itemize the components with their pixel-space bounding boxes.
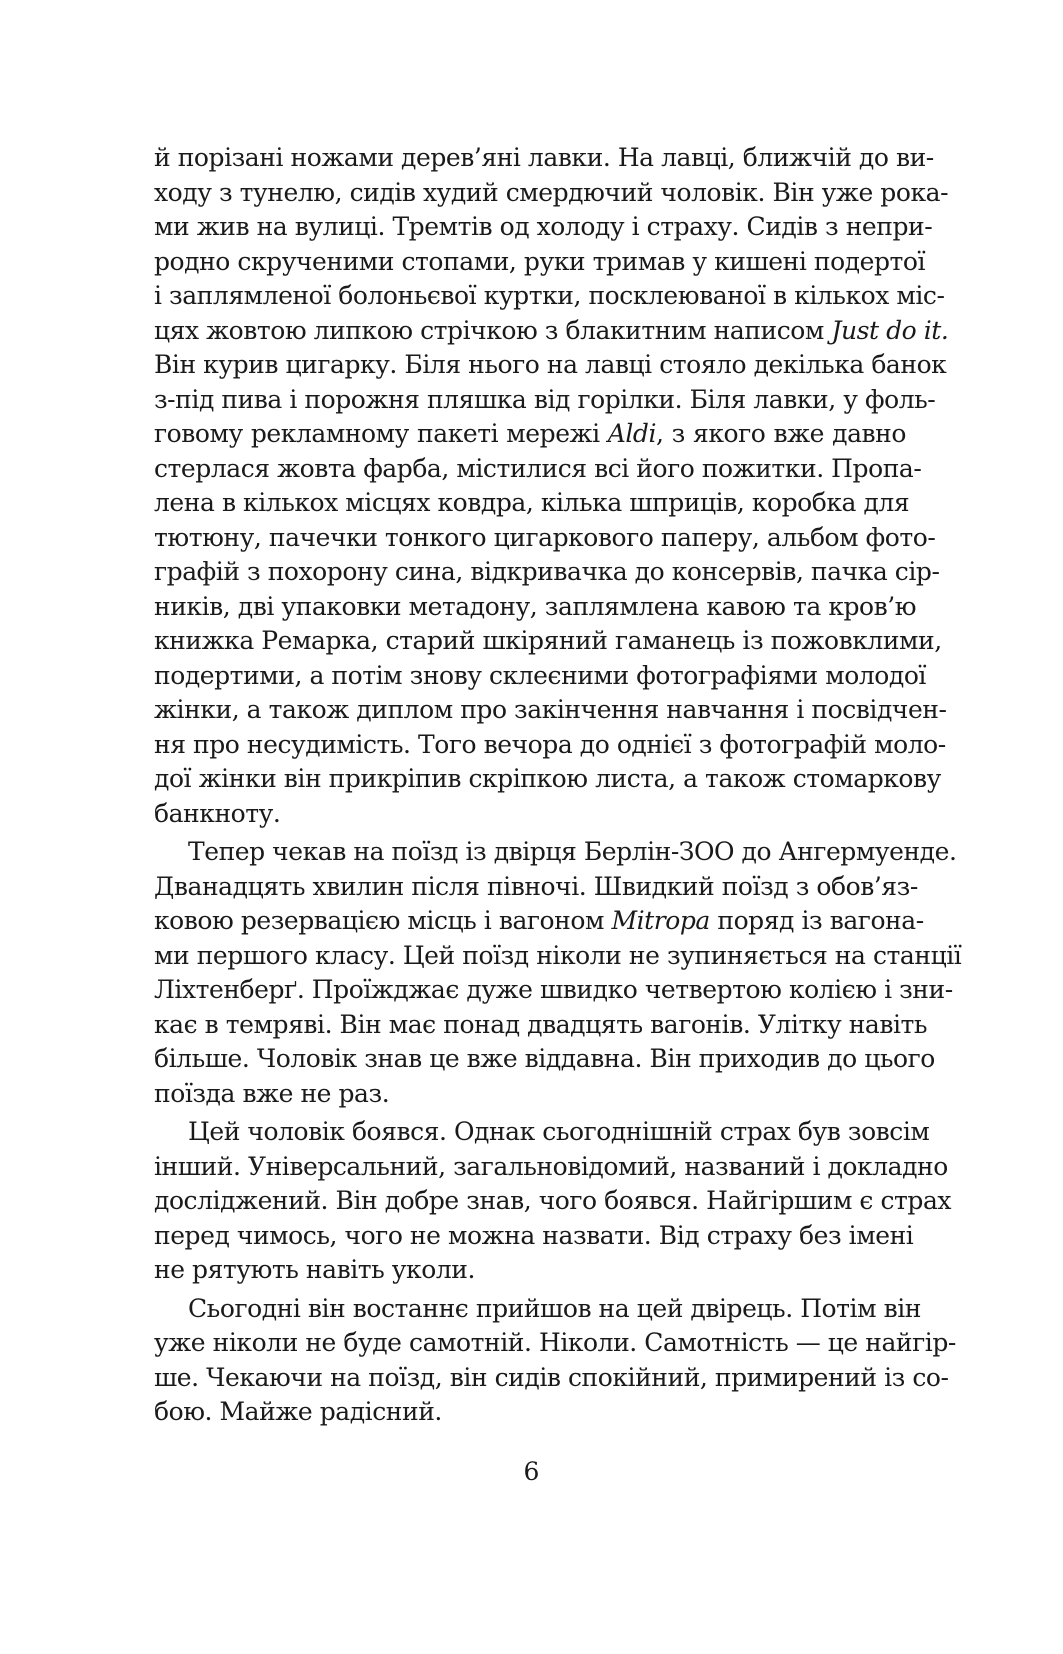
- text-line: цях жовтою липкою стрічкою з блакитним написом Just do it.: [154, 315, 949, 345]
- text-line: поїзда вже не раз.: [154, 1078, 390, 1108]
- text-line: ходу з тунелю, сидів худий смердючий чоловік. Він уже рока-: [154, 177, 949, 207]
- page-number: 6: [523, 1457, 540, 1486]
- text-line: подертими, а потім знову склеєними фотографіями молодої: [154, 660, 926, 690]
- text-line: говому рекламному пакеті мережі Aldi, з якого вже давно: [154, 419, 906, 448]
- paragraph-2: [154, 835, 962, 1111]
- body-text: [154, 141, 962, 1430]
- text-line: лена в кількох місцях ковдра, кілька шприців, коробка для: [154, 488, 910, 517]
- text-line: досліджений. Він добре знав, чого боявся. Найгіршим є страх: [154, 1186, 952, 1215]
- text-line: Він курив цигарку. Біля нього на лавці стояло декілька банок: [154, 350, 947, 379]
- text-line: дої жінки він прикріпив скріпкою листа, а також стомаркову: [154, 764, 941, 793]
- text-line: і заплямленої болоньєвої куртки, посклеюваної в кількох міс-: [154, 281, 945, 310]
- text-line: й порізані ножами дерев’яні лавки. На лавці, ближчій до ви-: [154, 143, 934, 172]
- text-line: банкноту.: [154, 798, 281, 828]
- text-line: більше. Чоловік знав це вже віддавна. Він приходив до цього: [154, 1044, 935, 1073]
- text-line: тютюну, пачечки тонкого цигаркового паперу, альбом фото-: [154, 522, 936, 552]
- text-line: інший. Універсальний, загальновідомий, названий і докладно: [154, 1151, 948, 1181]
- text-line: книжка Ремарка, старий шкіряний гаманець із пожовклими,: [154, 626, 942, 655]
- text-line: ковою резервацією місць і вагоном Mitropa поряд із вагона-: [154, 906, 924, 935]
- text-line: жінки, а також диплом про закінчення навчання і посвідчен-: [154, 695, 947, 724]
- text-line: ників, дві упаковки метадону, заплямлена кавою та кров’ю: [154, 591, 917, 621]
- text-line: Сьогодні він востаннє прийшов на цей двірець. Потім він: [188, 1293, 921, 1323]
- text-line: ми жив на вулиці. Тремтів од холоду і страху. Сидів з непри-: [154, 212, 933, 241]
- text-line: кає в темряві. Він має понад двадцять вагонів. Улітку навіть: [154, 1009, 928, 1039]
- text-line: Дванадцять хвилин після півночі. Швидкий поїзд з обов’яз-: [154, 871, 918, 901]
- paragraph-4: [154, 1292, 956, 1430]
- text-line: з-під пива і порожня пляшка від горілки. Біля лавки, у фоль-: [154, 384, 936, 414]
- text-line: не рятують навіть уколи.: [154, 1255, 475, 1284]
- text-line: Тепер чекав на поїзд із двірця Берлін-ЗОО до Ангермуенде.: [188, 837, 957, 866]
- text-line: графій з похорону сина, відкривачка до консервів, пачка сір-: [154, 557, 940, 586]
- paragraph-1: [154, 141, 949, 831]
- text-line: ше. Чекаючи на поїзд, він сидів спокійний, примирений із со-: [154, 1362, 949, 1392]
- text-line: бою. Майже радісний.: [154, 1397, 442, 1426]
- text-line: уже ніколи не буде самотній. Ніколи. Самотність — це найгір-: [154, 1328, 956, 1357]
- text-line: Цей чоловік боявся. Однак сьогоднішній страх був зовсім: [188, 1117, 930, 1146]
- text-line: перед чимось, чого не можна назвати. Від страху без імені: [154, 1220, 914, 1250]
- text-line: стерлася жовта фарба, містилися всі його пожитки. Пропа-: [154, 453, 922, 483]
- text-line: ня про несудимість. Того вечора до однієї з фотографій моло-: [154, 729, 946, 759]
- paragraph-3: [154, 1115, 952, 1288]
- text-line: Ліхтенберґ. Проїжджає дуже швидко четвертою колією і зни-: [154, 975, 953, 1004]
- text-line: ми першого класу. Цей поїзд ніколи не зупиняється на станції: [154, 940, 962, 970]
- text-line: родно скрученими стопами, руки тримав у кишені подертої: [154, 246, 926, 276]
